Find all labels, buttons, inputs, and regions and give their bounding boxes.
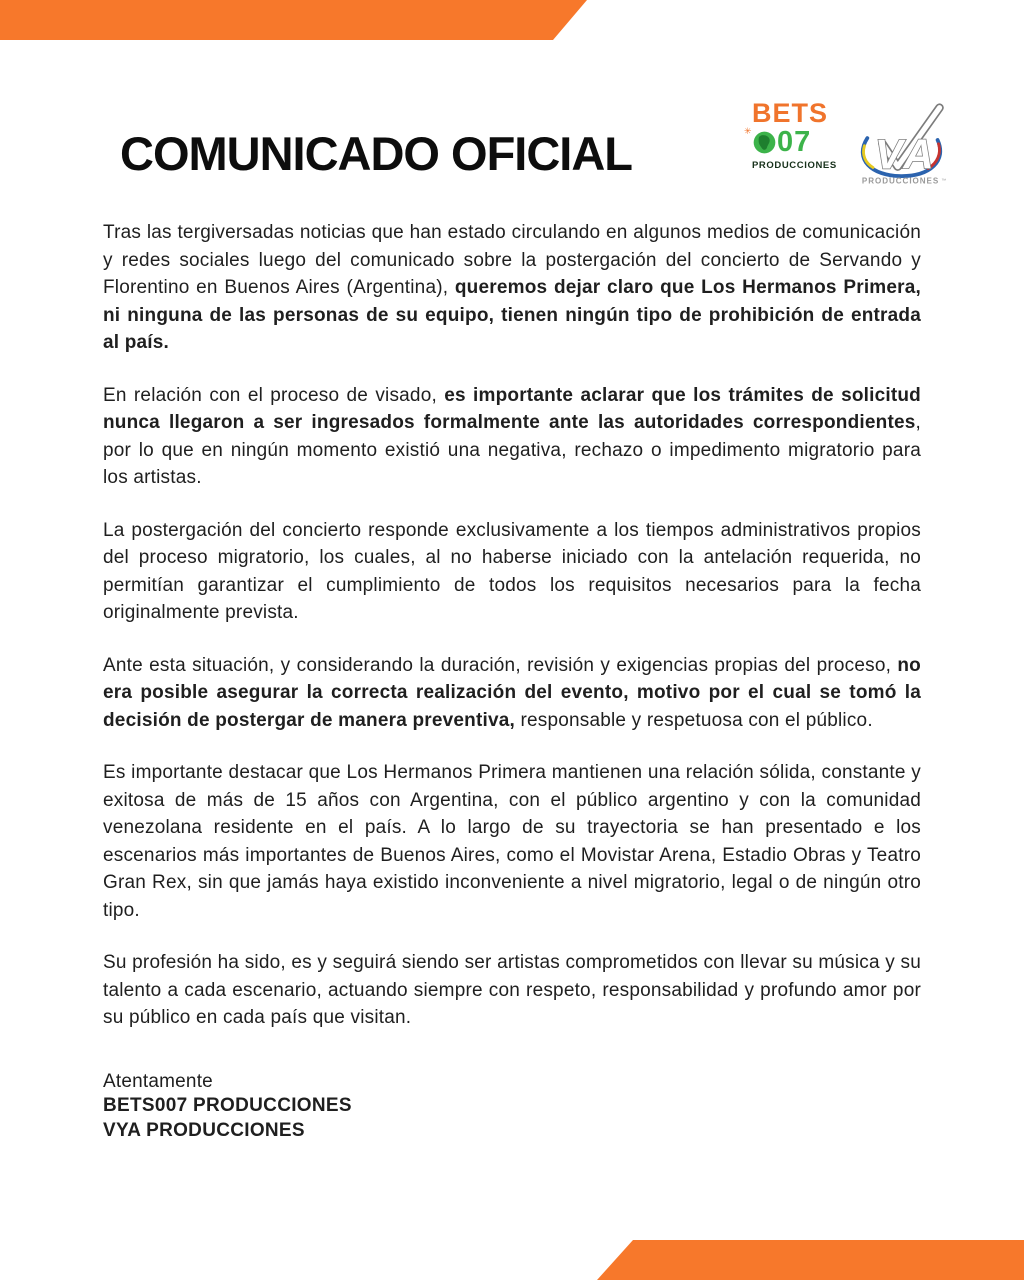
- bets007-numbers-text: 07: [777, 126, 812, 158]
- vya-letter-a: A: [903, 130, 934, 178]
- logos: [744, 98, 949, 197]
- text-run: En relación con el proceso de visado,: [103, 384, 445, 406]
- vya-trademark: ™: [941, 178, 947, 184]
- sparkle-icon: ✳: [744, 126, 752, 136]
- bets007-wordmark: BETS: [752, 98, 829, 128]
- signature-closing: Atentamente: [103, 1070, 213, 1092]
- paragraph: [103, 652, 921, 735]
- statement-body: [103, 219, 921, 1143]
- globe-zero-icon: [752, 130, 777, 155]
- signature-vya: VYA PRODUCCIONES: [103, 1119, 305, 1141]
- bold-text-run: no era posible asegurar la correcta realización del evento, motivo por el cual se tomó la decisión de postergar de manera preventiva,: [103, 654, 921, 731]
- text-run: Ante esta situación, y considerando la duración, revisión y exigencias propias del proceso,: [103, 654, 898, 676]
- paragraph: [103, 759, 921, 924]
- bottom-orange-band: [597, 1240, 1024, 1280]
- page-title: COMUNICADO OFICIAL: [120, 127, 633, 180]
- text-run: responsable y respetuosa con el público.: [514, 709, 873, 731]
- vya-logo: [854, 102, 949, 197]
- paragraph: [103, 517, 921, 627]
- text-run: , por lo que en ningún momento existió una negativa, rechazo o impedimento migratorio para los artistas.: [103, 412, 921, 488]
- paragraph: [103, 219, 921, 357]
- bets007-numbers: [752, 128, 846, 157]
- vya-producciones-label: PRODUCCIONES: [861, 176, 940, 186]
- signature-bets007: BETS007 PRODUCCIONES: [103, 1095, 352, 1116]
- text-run: Es importante destacar que Los Hermanos Primera mantienen una relación sólida, constante y exitosa de más de 15 años con Argentina, con el público argentino y con la comunidad venezolana residente en el país. A lo largo de su trayectoria se han presentado e los escenarios más importantes de Buenos Aires, como el Movistar Arena, Estadio Obras y Teatro Gran Rex, sin que jamás haya existido inconveniente a nivel migratorio, legal o de ningún otro tipo.: [103, 762, 921, 921]
- paragraph: [103, 949, 921, 1032]
- text-run: Tras las tergiversadas noticias que han estado circulando en algunos medios de comunicación y redes sociales luego del comunicado sobre la postergación del concierto de Servando y Florentino en Buenos Aires (Argentina),: [103, 222, 921, 298]
- bold-text-run: es importante aclarar que los trámites de solicitud nunca llegaron a ser ingresados formalmente ante las autoridades correspondientes: [103, 384, 921, 433]
- vya-letter-v: V: [874, 130, 903, 178]
- bets007-logo: [744, 98, 846, 171]
- bold-text-run: queremos dejar claro que Los Hermanos Primera, ni ninguna de las personas de su equipo, tienen ningún tipo de prohibición de entrada al país.: [103, 277, 921, 353]
- text-run: Su profesión ha sido, es y seguirá siendo ser artistas comprometidos con llevar su música y su talento a cada escenario, actuando siempre con respeto, responsabilidad y profundo amor por su público en cada país que visitan.: [103, 952, 921, 1028]
- paragraph: [103, 382, 921, 492]
- bets007-producciones-label: PRODUCCIONES: [752, 160, 837, 171]
- vya-yellow-accent-icon: [864, 146, 873, 168]
- text-run: La postergación del concierto responde exclusivamente a los tiempos administrativos propios del proceso migratorio, los cuales, al no haberse iniciado con la antelación requerida, no permitían garantizar el cumplimiento de todos los requisitos necesarios para la fecha originalmente prevista.: [103, 519, 921, 623]
- top-orange-band: [0, 0, 587, 40]
- signature-block: [103, 1070, 921, 1144]
